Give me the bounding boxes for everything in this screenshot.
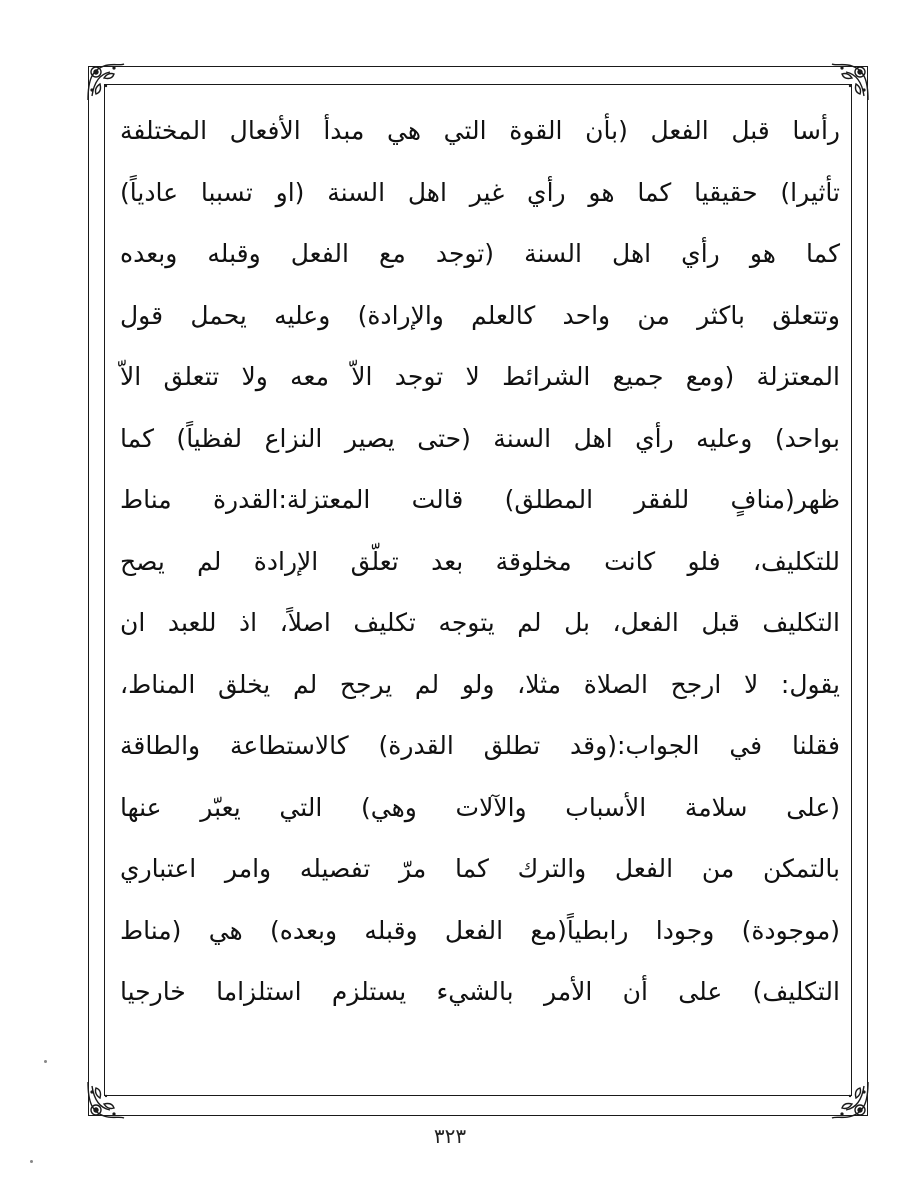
corner-ornament-bottom-right (828, 1078, 872, 1122)
page-number: ٣٢٣ (433, 1124, 467, 1148)
text-line: التكليف) على أن الأمر بالشيء يستلزم استلزاما خارجيا (120, 977, 840, 1006)
corner-ornament-bottom-left (84, 1078, 128, 1122)
text-line: (موجودة) وجودا رابطياً(مع الفعل وقبله وبعده) هي (مناط (120, 915, 840, 945)
text-line: للتكليف، فلو كانت مخلوقة بعد تعلّق الإرادة لم يصح (120, 546, 840, 576)
text-line: (على سلامة الأسباب والآلات وهي) التي يعبّر عنها (120, 792, 840, 822)
text-line: كما هو رأي اهل السنة (توجد مع الفعل وقبله وبعده (120, 239, 840, 268)
corner-ornament-top-left (84, 60, 128, 104)
corner-ornament-top-right (828, 60, 872, 104)
text-line: بالتمكن من الفعل والترك كما مرّ تفصيله وامر اعتباري (120, 854, 840, 883)
text-line: تأثيرا) حقيقيا كما هو رأي غير اهل السنة (او تسببا عادياً) (120, 177, 840, 207)
text-line: فقلنا في الجواب:(وقد تطلق القدرة) كالاستطاعة والطاقة (120, 731, 840, 760)
text-line: التكليف قبل الفعل، بل لم يتوجه تكليف اصلاً، اذ للعبد ان (120, 608, 840, 637)
scan-speck (44, 1060, 47, 1063)
body-text (120, 100, 840, 1023)
text-line: رأسا قبل الفعل (بأن القوة التي هي مبدأ الأفعال المختلفة (120, 116, 840, 145)
text-line: وتتعلق باكثر من واحد كالعلم والإرادة) وعليه يحمل قول (120, 300, 840, 330)
text-line: بواحد) وعليه رأي اهل السنة (حتى يصير النزاع لفظياً) كما (120, 423, 840, 453)
scan-speck (30, 1160, 33, 1163)
text-line: يقول: لا ارجح الصلاة مثلا، ولو لم يرجح لم يخلق المناط، (120, 669, 840, 699)
text-line: المعتزلة (ومع جميع الشرائط لا توجد الاّ معه ولا تتعلق الاّ (120, 362, 840, 391)
text-line: ظهر(منافٍ للفقر المطلق) قالت المعتزلة:القدرة مناط (120, 485, 840, 514)
